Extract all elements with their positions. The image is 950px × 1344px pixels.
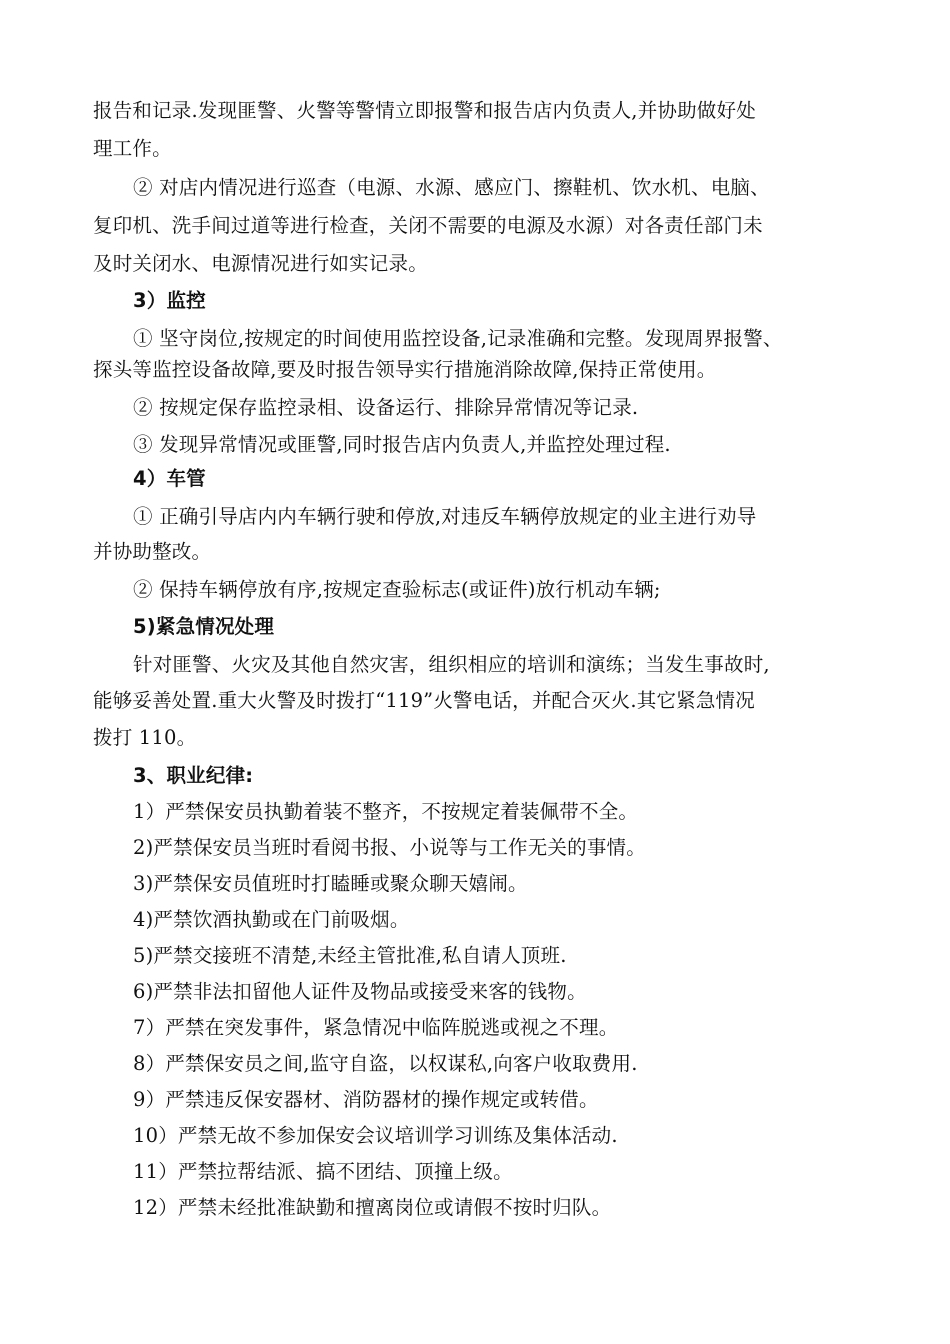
discipline-rule: 12）严禁未经批准缺勤和擅离岗位或请假不按时归队。 xyxy=(133,1196,612,1219)
monitor-item-1-line: ① 坚守岗位,按规定的时间使用监控设备,记录准确和完整。发现周界报警、 xyxy=(133,327,783,350)
discipline-rule: 3)严禁保安员值班时打瞌睡或聚众聊天嬉闹。 xyxy=(133,872,528,895)
section-heading-monitor: 3）监控 xyxy=(133,289,206,312)
emergency-text-line: 针对匪警、火灾及其他自然灾害，组织相应的培训和演练；当发生事故时, xyxy=(133,653,770,676)
discipline-rule: 9）严禁违反保安器材、消防器材的操作规定或转借。 xyxy=(133,1088,599,1111)
discipline-rule: 4)严禁饮酒执勤或在门前吸烟。 xyxy=(133,908,410,931)
discipline-rule: 2)严禁保安员当班时看阅书报、小说等与工作无关的事情。 xyxy=(133,836,646,859)
vehicle-item-2: ② 保持车辆停放有序,按规定查验标志(或证件)放行机动车辆; xyxy=(133,578,661,601)
discipline-rule: 8）严禁保安员之间,监守自盗，以权谋私,向客户收取费用. xyxy=(133,1052,638,1075)
emergency-text-line: 能够妥善处置.重大火警及时拨打“119”火警电话，并配合灭火.其它紧急情况 xyxy=(93,689,755,712)
vehicle-item-1-line: ① 正确引导店内内车辆行驶和停放,对违反车辆停放规定的业主进行劝导 xyxy=(133,505,757,528)
discipline-rule: 10）严禁无故不参加保安会议培训学习训练及集体活动. xyxy=(133,1124,618,1147)
patrol-item-2-line: 复印机、洗手间过道等进行检查，关闭不需要的电源及水源）对各责任部门未 xyxy=(93,214,763,237)
discipline-rule: 11）严禁拉帮结派、搞不团结、顶撞上级。 xyxy=(133,1160,513,1183)
patrol-text-line: 理工作。 xyxy=(93,137,172,160)
patrol-item-2-line: 及时关闭水、电源情况进行如实记录。 xyxy=(93,252,428,275)
discipline-rule: 6)严禁非法扣留他人证件及物品或接受来客的钱物。 xyxy=(133,980,587,1003)
discipline-rule: 1）严禁保安员执勤着装不整齐，不按规定着装佩带不全。 xyxy=(133,800,639,823)
monitor-item-3: ③ 发现异常情况或匪警,同时报告店内负责人,并监控处理过程. xyxy=(133,433,671,456)
monitor-item-1-line: 探头等监控设备故障,要及时报告领导实行措施消除故障,保持正常使用。 xyxy=(93,358,717,381)
section-heading-emergency: 5)紧急情况处理 xyxy=(133,615,275,638)
monitor-item-2: ② 按规定保存监控录相、设备运行、排除异常情况等记录. xyxy=(133,396,639,419)
emergency-text-line: 拨打 110。 xyxy=(93,726,197,749)
section-heading-vehicle: 4）车管 xyxy=(133,467,206,490)
discipline-rule: 7）严禁在突发事件，紧急情况中临阵脱逃或视之不理。 xyxy=(133,1016,619,1039)
section-heading-discipline: 3、职业纪律: xyxy=(133,764,254,787)
discipline-rule: 5)严禁交接班不清楚,未经主管批准,私自请人顶班. xyxy=(133,944,567,967)
vehicle-item-1-line: 并协助整改。 xyxy=(93,540,212,563)
patrol-item-2-line: ② 对店内情况进行巡查（电源、水源、感应门、擦鞋机、饮水机、电脑、 xyxy=(133,176,770,199)
patrol-text-line: 报告和记录.发现匪警、火警等警情立即报警和报告店内负责人,并协助做好处 xyxy=(93,99,756,122)
